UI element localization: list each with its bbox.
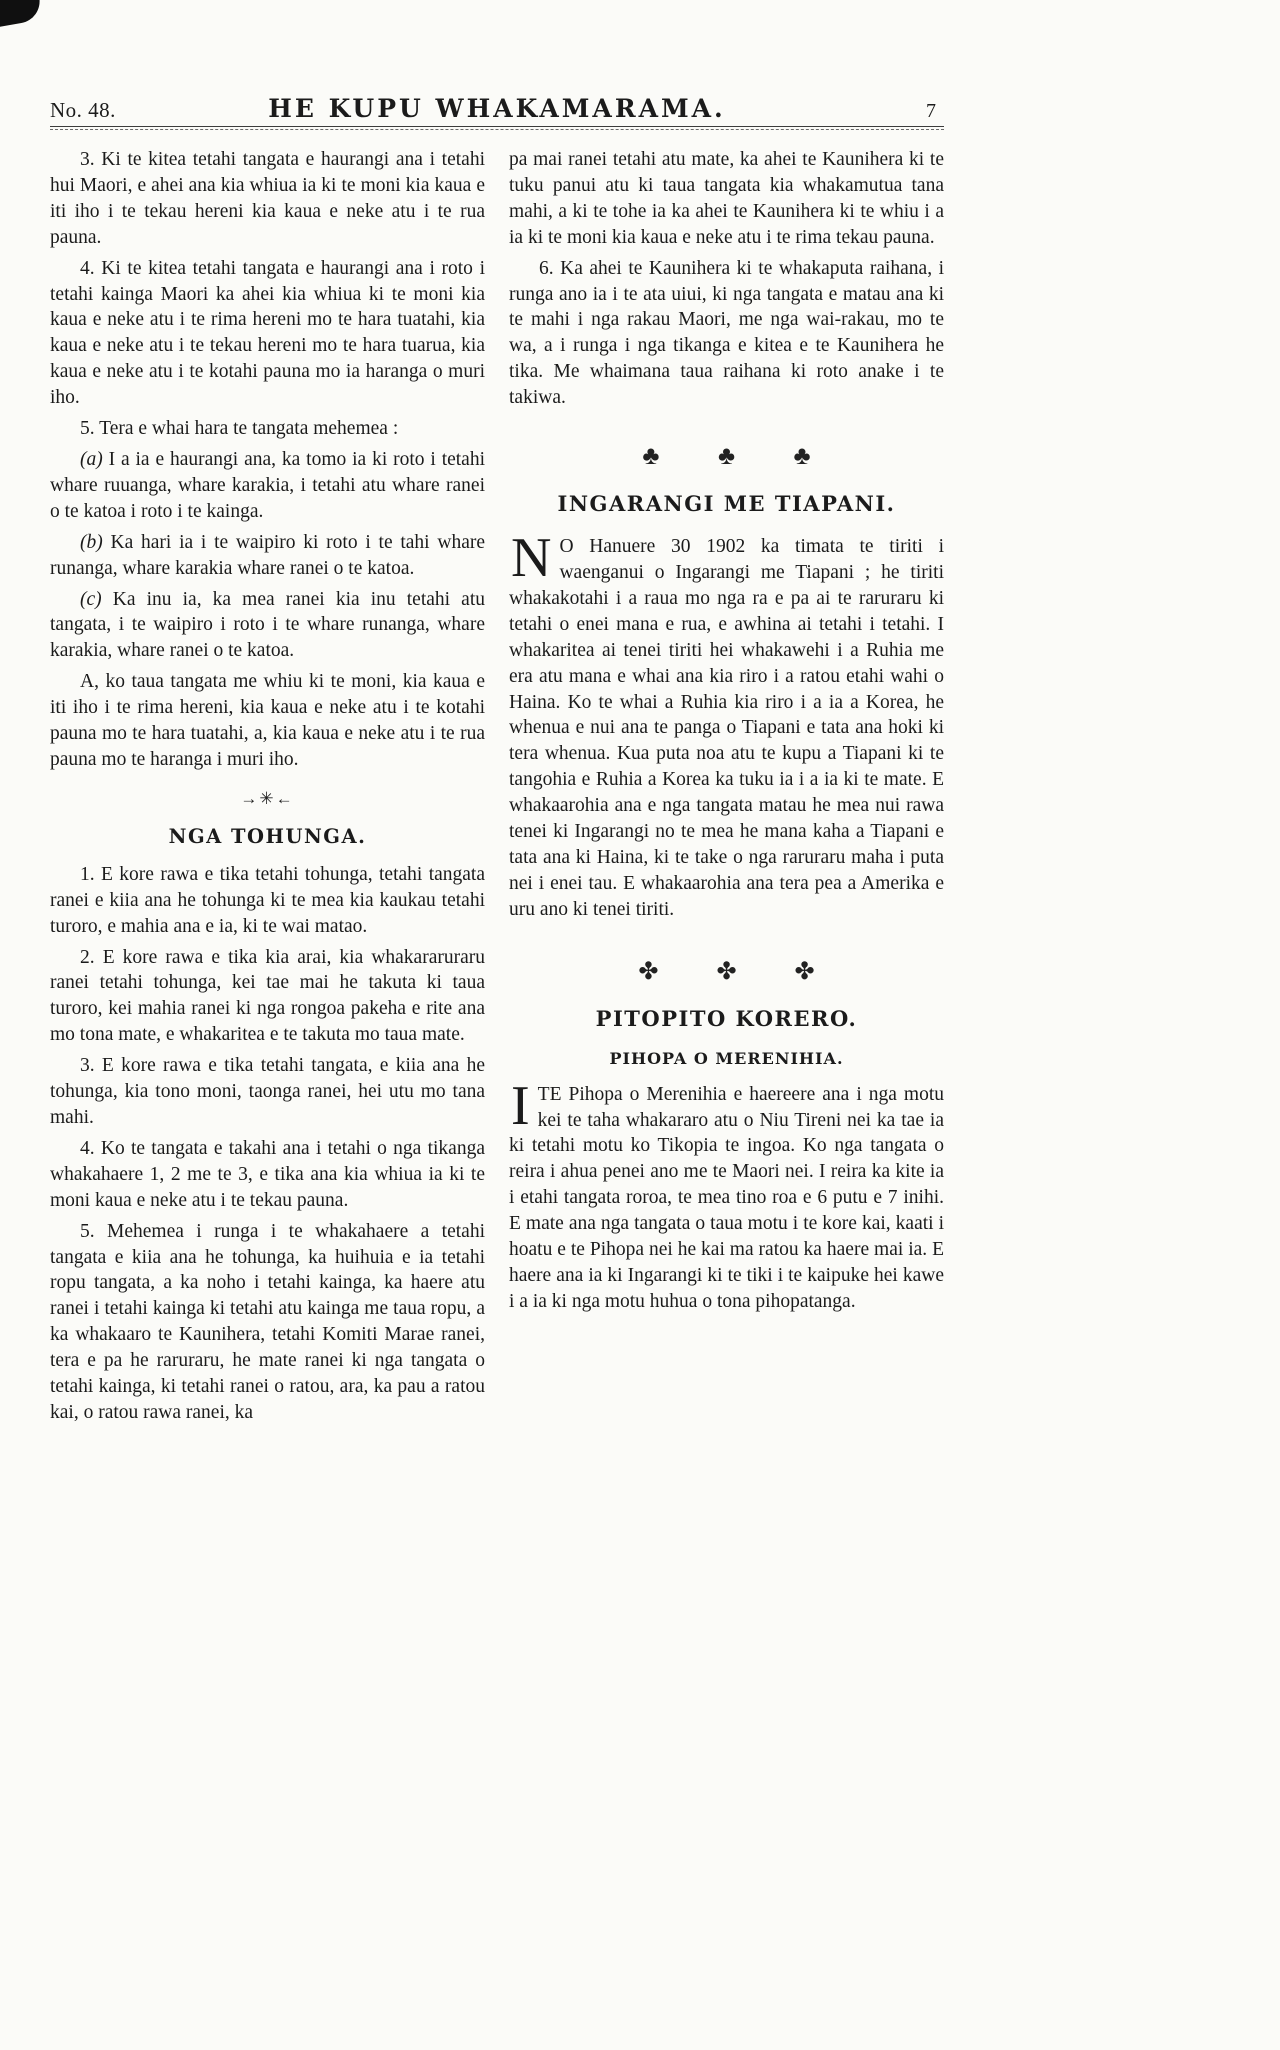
list-label-b: (b)	[80, 531, 103, 553]
pitopito-article-body	[509, 1074, 944, 1315]
list-item-a	[50, 447, 485, 525]
scan-artifact	[0, 0, 43, 28]
page-header	[50, 94, 944, 123]
list-label-a: (a)	[80, 448, 103, 470]
drop-cap-i: I	[511, 1074, 530, 1137]
divider-ornament-icon: →✳←	[240, 788, 295, 808]
list-item-c	[50, 587, 485, 665]
ingarangi-text: O Hanuere 30 1902 ka timata te tiriti i waenganui o Ingarangi me Tiapani ; he tiriti whakakotahi i a raua mo nga ra e pa ai te raruraru ki tetahi o enei mana e rua, e awhina ai tetahi i tetahi. I whakaritea ai tenei tiriti hei whakawehi i a Ruhia me era atu mana e whai ana kia riro i a ratou etahi wahi o Haina. Ko te whai a Ruhia kia riro i a ia a Korea, he whenua e nui ana te panga o Tiapani e tata ana hoki ki tera whenua. Kua puta noa atu te kupu a Tiapani ki te tangohia e Ruhia a Korea ka tuku ia i a ia ki te mate. E whakaarohia ana e nga tangata matau he mea nui rawa tenei ki Ingarangi no te mea he mana kaha a Tiapani e tata ana ki Haina, ki te take o nga raruraru maha i puta nei i enei tau. E whakaarohia ana tera pea a Amerika e uru ano ki tenei tiriti.	[509, 536, 944, 920]
list-item-b	[50, 530, 485, 582]
section-heading-nga-tohunga: NGA TOHUNGA.	[168, 824, 367, 848]
paragraph-4: 4. Ki te kitea tetahi tangata e haurangi ana i roto i tetahi kainga Maori ka ahei kia whiua ki te moni kia kaua e neke atu i te rima hereni mo te hara tuatahi, kia kaua e neke atu i te tekau hereni mo te hara tuarua, kia kaua e neke atu i te kotahi pauna mo ia haranga o muri iho.	[50, 257, 485, 409]
drop-cap-n: N	[511, 527, 552, 590]
continuation-paragraph: pa mai ranei tetahi atu mate, ka ahei te Kaunihera ki te tuku panui atu ki taua tangata kia whakamutua tana mahi, a ki te tohe ia ka ahei te Kaunihera ki te whiu i a ia ki te moni kia kaua e neke atu i te rima tekau pauna.	[509, 149, 944, 248]
list-text-a: I a ia e haurangi ana, ka tomo ia ki roto i tetahi whare ruuanga, whare karakia, i tetahi atu whare ranei o te katoa i roto i te kainga.	[50, 448, 486, 522]
list-text-b: Ka hari ia i te waipiro ki roto i te tahi whare runanga, whare karakia whare ranei o te katoa.	[50, 531, 485, 579]
masthead-title: HE KUPU WHAKAMARAMA.	[268, 94, 726, 123]
tohunga-paragraph-3: 3. E kore rawa e tika tetahi tangata, e kiia ana he tohunga, kia tono moni, taonga ranei, hei utu mo tana mahi.	[50, 1055, 485, 1128]
list-label-c: (c)	[80, 588, 102, 610]
tohunga-paragraph-4: 4. Ko te tangata e takahi ana i tetahi o nga tikanga whakahaere 1, 2 me te 3, e tika ana kia whiua ia ki te moni kaua e neke atu i te tekau pauna.	[50, 1137, 485, 1211]
tohunga-paragraph-2: 2. E kore rawa e tika kia arai, kia whakararuraru ranei tetahi tohunga, kei tae mai he takuta ki taua turoro, kei mahia ranei ki nga rongoa pakeha e rite ana mo tona mate, e whakaritea e te takuta mo taua mate.	[50, 946, 485, 1046]
left-column	[50, 147, 485, 1431]
paragraph-5-intro: 5. Tera e whai hara te tangata mehemea :	[80, 418, 399, 440]
ingarangi-article-body	[509, 527, 944, 923]
fleur-ornament-icon: ✤ ✤ ✤	[638, 958, 815, 985]
tohunga-paragraph-5: 5. Mehemea i runga i te whakahaere a tetahi tangata e kiia ana he tohunga, ka huihuia e ia tetahi ropu tangata, a ka noho i tetahi kainga, ka haere atu ranei i tetahi kainga ki tetahi atu kainga me taua ropu, a ka whakaaro te Kaunihera, tetahi Komiti Marae ranei, tera e pa he raruraru, he mate ranei ki nga tangata o tetahi kainga, ki tetahi ranei o ratou, ara, ka pau a ratou kai, o ratou rawa ranei, ka	[50, 1220, 485, 1423]
page-number: 7	[926, 100, 936, 122]
clubs-ornament-icon: ♣ ♣ ♣	[642, 441, 811, 471]
list-text-c: Ka inu ia, ka mea ranei kia inu tetahi atu tangata, i te waipiro i roto i te whare runanga, whare karakia, whare ranei o te katoa.	[50, 588, 485, 662]
issue-number: No. 48.	[50, 98, 116, 122]
pitopito-text: TE Pihopa o Merenihia e haereere ana i nga motu kei te taha whakararo atu o Niu Tireni nei ka tae ia ki tetahi motu ko Tikopia te ingoa. Ko nga tangata o reira i ahua penei ano me te Maori nei. I reira ka kite ia i etahi tangata roroa, te mea tino roa e 6 putu e 7 inihi. E mate ana nga tangata o taua motu i te kore kai, kaati i hoatu e te Pihopa nei he kai ma ratou ka haere mai ia. E haere ana ia ki Ingarangi ki te tiki i te kaipuke hei kawe i a ia ki nga motu huhua o tona pihopatanga.	[509, 1083, 944, 1312]
two-column-layout	[50, 147, 944, 1431]
right-column	[509, 147, 944, 1431]
paragraph-6: 6. Ka ahei te Kaunihera ki te whakaputa raihana, i runga ano ia i te ata uiui, ki nga tangata e matau ana ki te mahi i nga rakau Maori, me nga wai-rakau, mo te wa, a i runga i nga tikanga e kitea e te Kaunihera he tika. Me whaimana taua raihana ki roto anake i te takiwa.	[509, 257, 944, 409]
page-content	[50, 94, 944, 1431]
section-heading-ingarangi: INGARANGI ME TIAPANI.	[557, 491, 896, 517]
section-heading-pitopito: PITOPITO KORERO.	[595, 1005, 858, 1031]
subheading-pihopa: PIHOPA O MERENIHIA.	[609, 1048, 844, 1068]
header-rule	[50, 126, 944, 131]
closing-paragraph: A, ko taua tangata me whiu ki te moni, kia kaua e iti iho i te rima hereni, kia kaua e neke atu i te kotahi pauna mo te hara tuatahi, a, kia kaua e neke atu i te rua pauna mo te haranga i muri iho.	[50, 671, 485, 770]
tohunga-paragraph-1: 1. E kore rawa e tika tetahi tohunga, tetahi tangata ranei e kiia ana he tohunga ki te mea kia kaukau tetahi turoro, e mahia ana e ia, ki te wai matao.	[50, 863, 485, 937]
paragraph-3: 3. Ki te kitea tetahi tangata e haurangi ana i tetahi hui Maori, e ahei ana kia whiua ia ki te moni kia kaua e iti iho i te tekau hereni kia kaua e neke atu i te rua pauna.	[50, 149, 485, 248]
